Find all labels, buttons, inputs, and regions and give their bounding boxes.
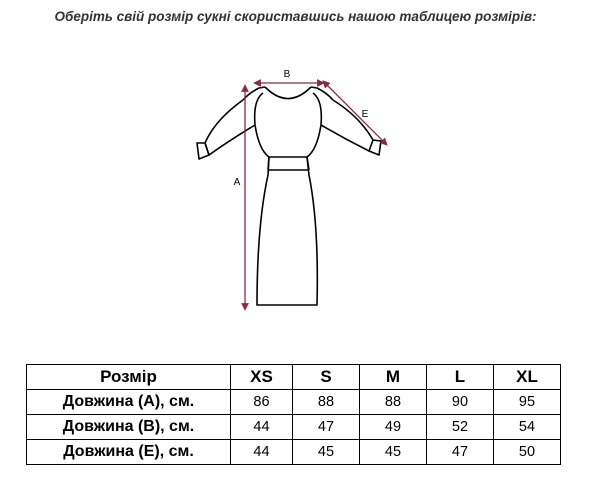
label-b: B: [283, 69, 291, 80]
header-m: M: [360, 365, 427, 390]
table-cell: 52: [427, 415, 494, 440]
row-label: Довжина (Е), см.: [27, 440, 231, 465]
header-l: L: [427, 365, 494, 390]
table-cell: 49: [360, 415, 427, 440]
table-cell: 47: [293, 415, 360, 440]
dress-outline: [197, 87, 381, 305]
table-cell: 86: [231, 390, 293, 415]
table-cell: 50: [494, 440, 561, 465]
table-cell: 95: [494, 390, 561, 415]
measure-e-line: [325, 83, 385, 143]
table-cell: 45: [293, 440, 360, 465]
table-cell: 44: [231, 440, 293, 465]
header-size: Розмір: [27, 365, 231, 390]
table-cell: 45: [360, 440, 427, 465]
row-label: Довжина (А), см.: [27, 390, 231, 415]
table-cell: 88: [360, 390, 427, 415]
label-a: A: [233, 177, 241, 188]
table-cell: 88: [293, 390, 360, 415]
row-label: Довжина (В), см.: [27, 415, 231, 440]
header-xl: XL: [494, 365, 561, 390]
table-row: [27, 415, 561, 440]
table-cell: 90: [427, 390, 494, 415]
header-s: S: [293, 365, 360, 390]
table-row: [27, 390, 561, 415]
table-cell: 54: [494, 415, 561, 440]
label-e: E: [361, 109, 369, 120]
page-title: Оберіть свій розмір сукні скориставшись нашою таблицею розмірів:: [54, 9, 537, 24]
table-header-row: [27, 365, 561, 390]
table-cell: 44: [231, 415, 293, 440]
table-row: [27, 440, 561, 465]
size-table: [26, 364, 561, 465]
dress-diagram: [185, 55, 415, 315]
table-cell: 47: [427, 440, 494, 465]
header-xs: XS: [231, 365, 293, 390]
